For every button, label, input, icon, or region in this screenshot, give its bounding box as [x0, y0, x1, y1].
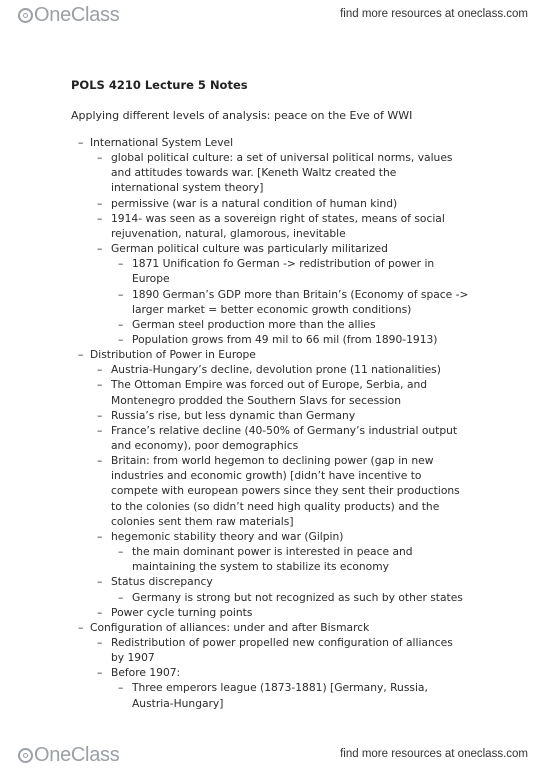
outline-line-level-3: larger market = better economic growth conditions) — [132, 302, 412, 316]
oneclass-logo[interactable] — [18, 4, 119, 27]
dash-bullet-icon: – — [97, 363, 103, 377]
outline-line-level-2: to the colonies (so didn’t need high quality products) and the — [111, 499, 440, 513]
dash-bullet-icon: – — [118, 317, 124, 331]
outline-line-level-2: The Ottoman Empire was forced out of Europe, Serbia, and — [111, 378, 428, 392]
oneclass-logo[interactable] — [18, 744, 119, 767]
outline-line-level-2: industries and economic growth) [didn’t have incentive to — [111, 469, 422, 483]
logo-text: OneClass — [34, 4, 120, 26]
footer-tagline[interactable]: find more resources at oneclass.com — [340, 748, 528, 760]
outline-line-level-2: global political culture: a set of universal political norms, values — [111, 151, 453, 165]
outline-line-level-2: colonies sent them raw materials] — [111, 514, 294, 528]
dash-bullet-icon: – — [97, 529, 103, 543]
outline-line-level-3: Three emperors league (1873-1881) [Germany, Russia, — [132, 681, 428, 695]
dash-bullet-icon: – — [118, 681, 124, 695]
outline-line-level-2: Russia’s rise, but less dynamic than Germany — [111, 408, 356, 422]
outline-line-level-2: Montenegro prodded the Southern Slavs for secession — [111, 393, 401, 407]
logo-ring-icon — [18, 748, 33, 763]
page-footer — [0, 740, 544, 770]
dash-bullet-icon: – — [97, 454, 103, 468]
outline-line-level-3: the main dominant power is interested in peace and — [132, 545, 413, 559]
logo-ring-icon — [18, 8, 33, 23]
outline-line-level-1: Configuration of alliances: under and after Bismarck — [90, 620, 370, 634]
page-header — [0, 0, 544, 30]
outline-line-level-3: Germany is strong but not recognized as such by other states — [132, 590, 463, 604]
dash-bullet-icon: – — [97, 151, 103, 165]
outline-line-level-2: rejuvenation, natural, glamorous, inevitable — [111, 226, 346, 240]
dash-bullet-icon: – — [97, 666, 103, 680]
outline-line-level-2: by 1907 — [111, 651, 155, 665]
outline-line-level-2: 1914- was seen as a sovereign right of states, means of social — [111, 211, 445, 225]
header-tagline[interactable]: find more resources at oneclass.com — [340, 8, 528, 20]
outline-line-level-1: International System Level — [90, 136, 234, 149]
dash-bullet-icon: – — [78, 620, 84, 634]
outline-line-level-1: Distribution of Power in Europe — [90, 348, 256, 362]
outline-line-level-3: Europe — [132, 272, 170, 286]
dash-bullet-icon: – — [118, 287, 124, 301]
outline-line-level-2: international system theory] — [111, 181, 264, 195]
dash-bullet-icon: – — [118, 257, 124, 271]
outline-line-level-3: 1871 Unification fo German -> redistribution of power in — [132, 257, 435, 271]
outline-line-level-2: hegemonic stability theory and war (Gilpin) — [111, 529, 344, 543]
dash-bullet-icon: – — [97, 378, 103, 392]
outline-line-level-2: Before 1907: — [111, 666, 181, 680]
dash-bullet-icon: – — [97, 196, 103, 210]
document-title: POLS 4210 Lecture 5 Notes — [71, 78, 248, 92]
dash-bullet-icon: – — [97, 635, 103, 649]
dash-bullet-icon: – — [78, 348, 84, 362]
outline-line-level-3: maintaining the system to stabilize its economy — [132, 560, 389, 574]
document-subtitle: Applying different levels of analysis: peace on the Eve of WWI — [71, 109, 413, 122]
outline-line-level-3: Austria-Hungary] — [132, 696, 224, 710]
dash-bullet-icon: – — [118, 545, 124, 559]
outline-line-level-2: Redistribution of power propelled new configuration of alliances — [111, 635, 453, 649]
dash-bullet-icon: – — [118, 590, 124, 604]
outline-line-level-2: France’s relative decline (40-50% of Germany’s industrial output — [111, 423, 458, 437]
dash-bullet-icon: – — [118, 332, 124, 346]
outline-line-level-3: German steel production more than the allies — [132, 317, 376, 331]
outline-line-level-2: German political culture was particularly militarized — [111, 242, 388, 256]
dash-bullet-icon: – — [97, 605, 103, 619]
outline-line-level-2: Britain: from world hegemon to declining power (gap in new — [111, 454, 434, 468]
dash-bullet-icon: – — [97, 211, 103, 225]
outline-line-level-2: Austria-Hungary’s decline, devolution prone (11 nationalities) — [111, 363, 441, 377]
outline-line-level-2: Power cycle turning points — [111, 605, 253, 619]
outline-line-level-3: Population grows from 49 mil to 66 mil (from 1890-1913) — [132, 332, 438, 346]
dash-bullet-icon: – — [97, 242, 103, 256]
outline-line-level-2: and attitudes towards war. [Keneth Waltz created the — [111, 166, 397, 180]
outline-line-level-2: and economy), poor demographics — [111, 439, 299, 452]
logo-text: OneClass — [34, 744, 120, 766]
outline-line-level-2: compete with european powers since they sent their productions — [111, 484, 460, 498]
dash-bullet-icon: – — [97, 575, 103, 589]
dash-bullet-icon: – — [97, 423, 103, 437]
outline-line-level-2: Status discrepancy — [111, 575, 213, 589]
dash-bullet-icon: – — [78, 136, 84, 149]
outline-line-level-3: 1890 German’s GDP more than Britain’s (Economy of space -> — [132, 287, 469, 301]
dash-bullet-icon: – — [97, 408, 103, 422]
outline-line-level-2: permissive (war is a natural condition of human kind) — [111, 196, 398, 210]
